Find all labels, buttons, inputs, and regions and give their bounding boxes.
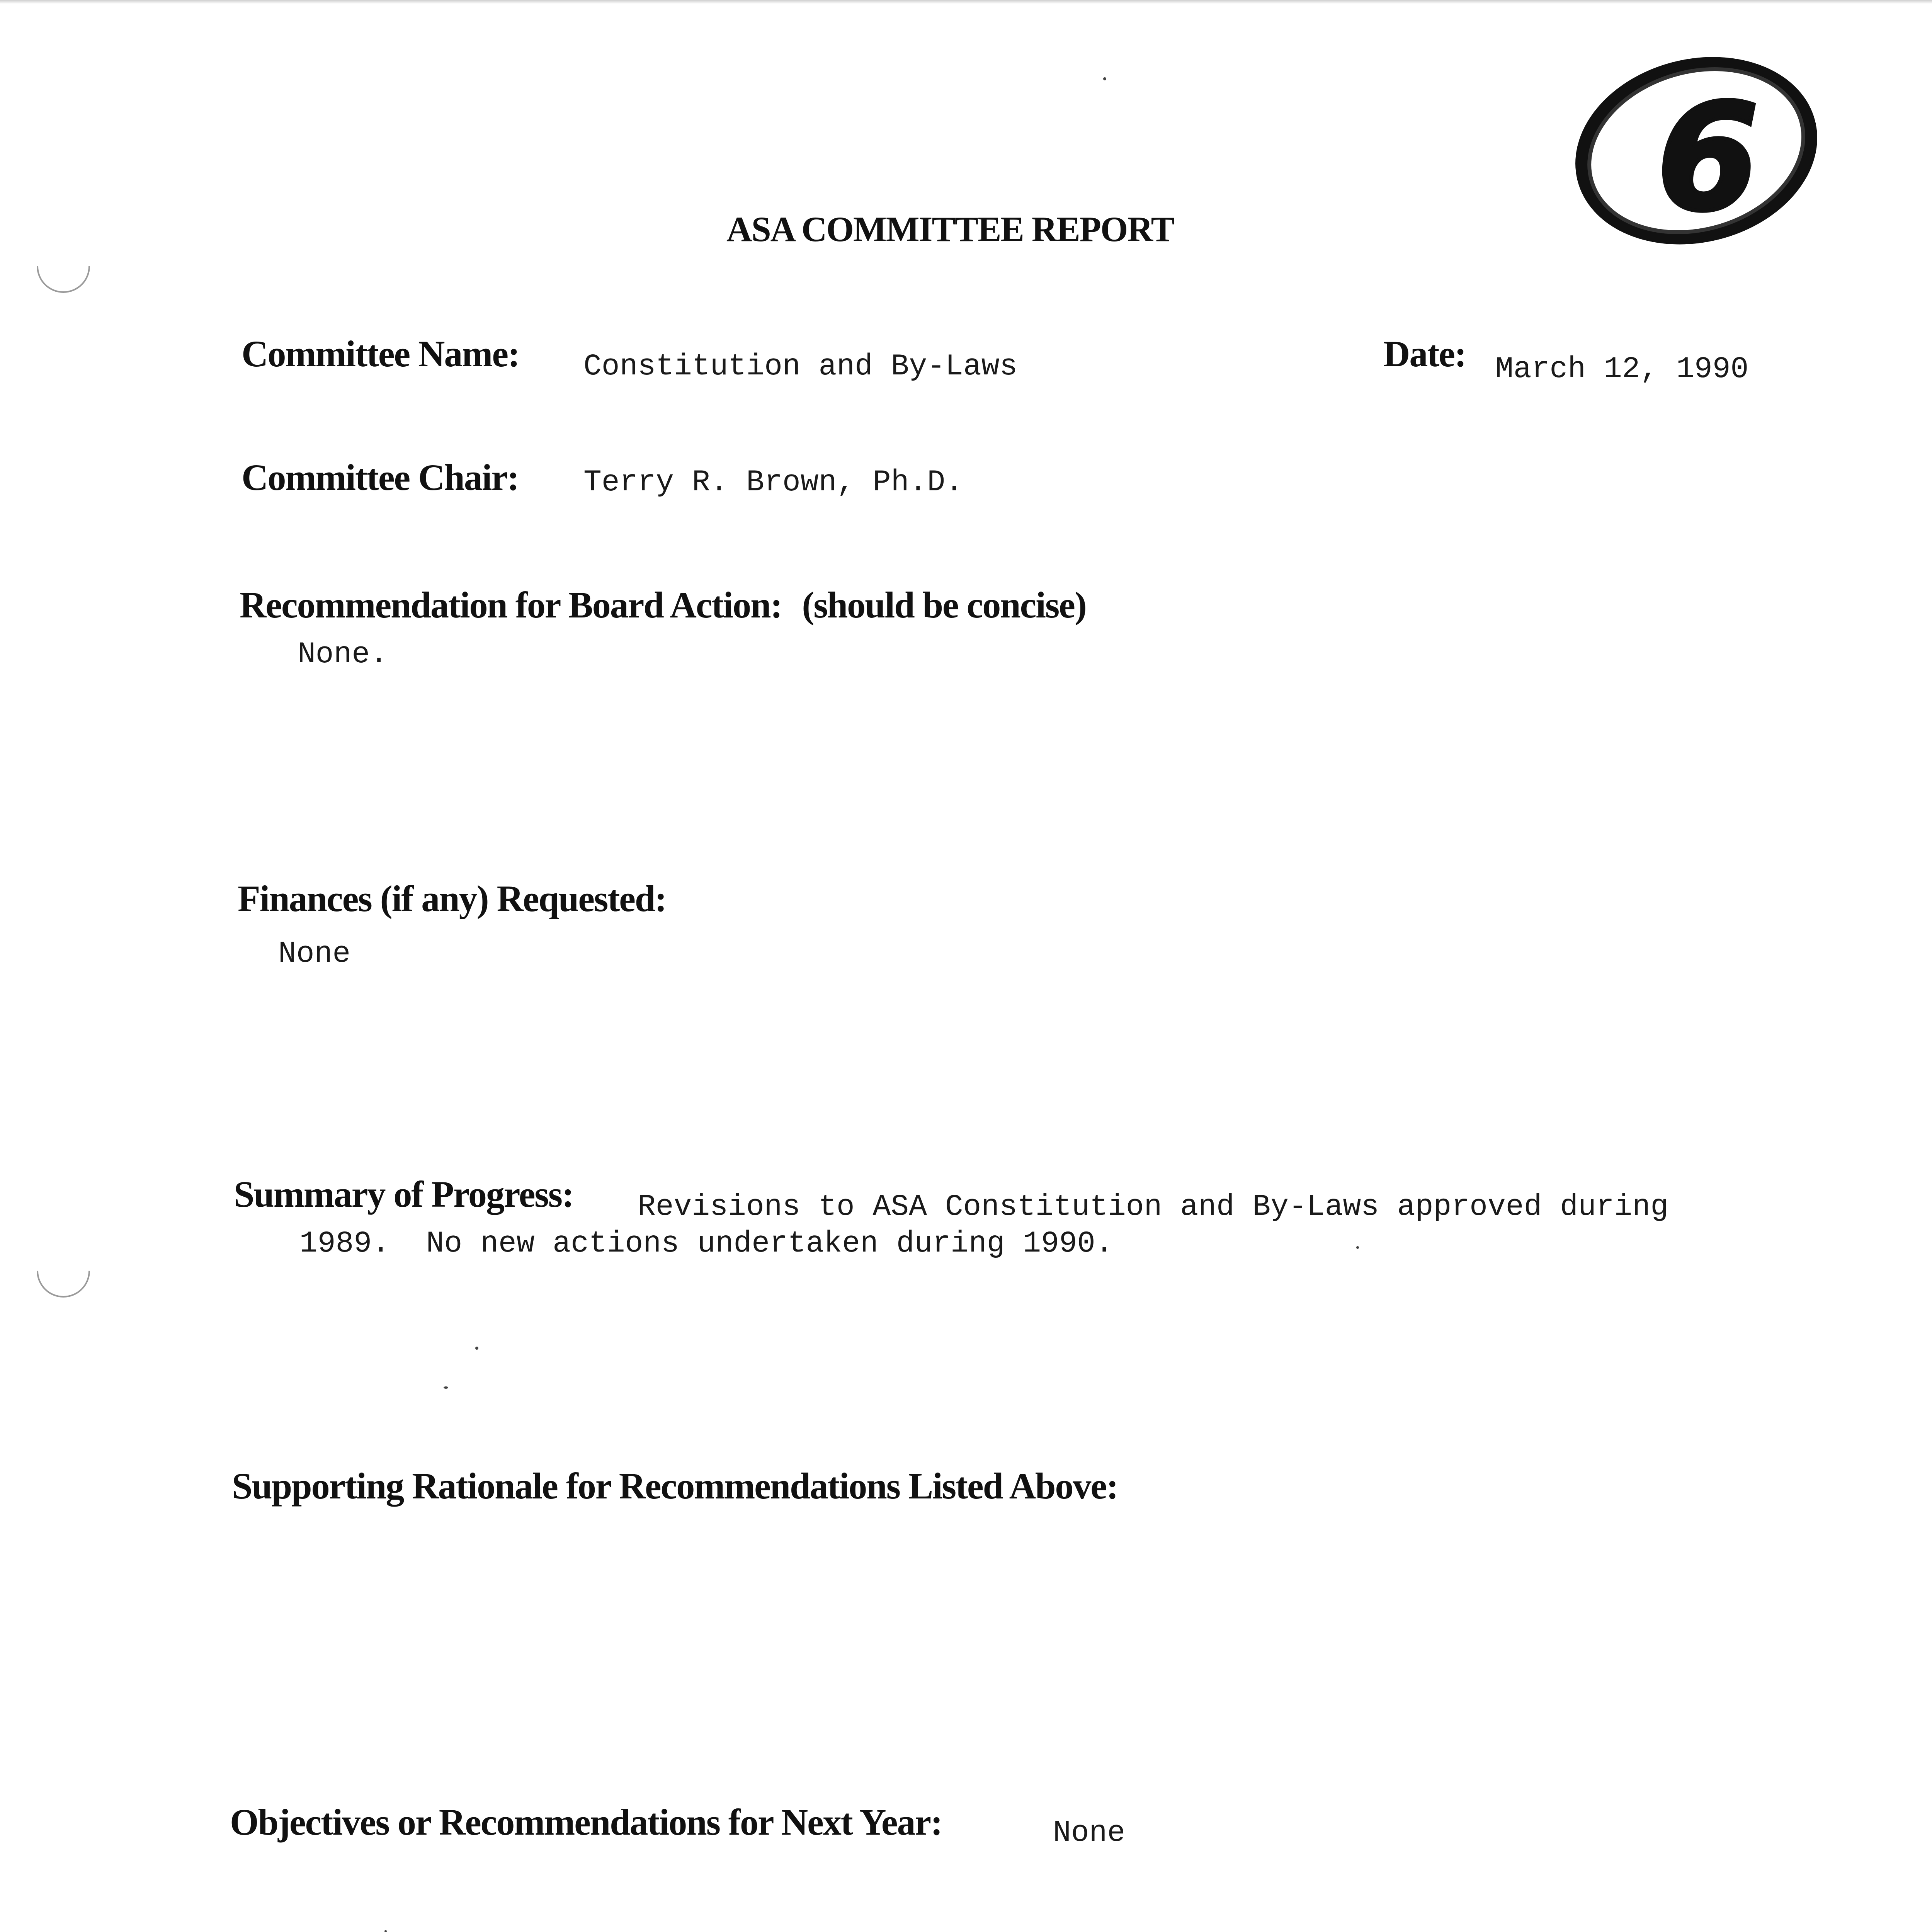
date-value: March 12, 1990 [1495, 352, 1749, 386]
committee-name-value: Constitution and By-Laws [583, 350, 1018, 384]
recommendation-label-text: Recommendation for Board Action: [240, 584, 782, 626]
scan-top-edge [0, 0, 1932, 4]
scan-speck [384, 1930, 387, 1932]
objectives-value: None [1053, 1816, 1126, 1850]
scan-speck [1103, 77, 1106, 80]
scan-speck [1356, 1246, 1359, 1249]
scan-speck [475, 1347, 478, 1350]
objectives-label: Objectives or Recommendations for Next Year: [230, 1801, 942, 1843]
recommendation-note: (should be concise) [802, 584, 1086, 626]
committee-name-label: Committee Name: [242, 333, 519, 374]
rationale-label: Supporting Rationale for Recommendations Listed Above: [232, 1465, 1118, 1507]
report-title: ASA COMMITTEE REPORT [726, 209, 1174, 249]
committee-chair-value: Terry R. Brown, Ph.D. [583, 466, 963, 500]
summary-line-1: Revisions to ASA Constitution and By-Laws approved during [638, 1190, 1669, 1224]
punch-hole-top [26, 228, 101, 304]
committee-chair-label: Committee Chair: [242, 457, 519, 498]
date-label: Date: [1383, 333, 1466, 374]
finances-label: Finances (if any) Requested: [238, 878, 667, 919]
punch-hole-middle [26, 1233, 101, 1308]
page-number-text: 6 [1656, 72, 1759, 243]
circled-page-number [1553, 35, 1855, 251]
summary-label: Summary of Progress: [234, 1173, 573, 1215]
recommendation-label [240, 583, 1086, 626]
finances-value: None [278, 937, 351, 971]
recommendation-value: None. [298, 638, 388, 672]
scan-speck [444, 1386, 448, 1389]
summary-line-2: 1989. No new actions undertaken during 1990. [299, 1227, 1114, 1261]
